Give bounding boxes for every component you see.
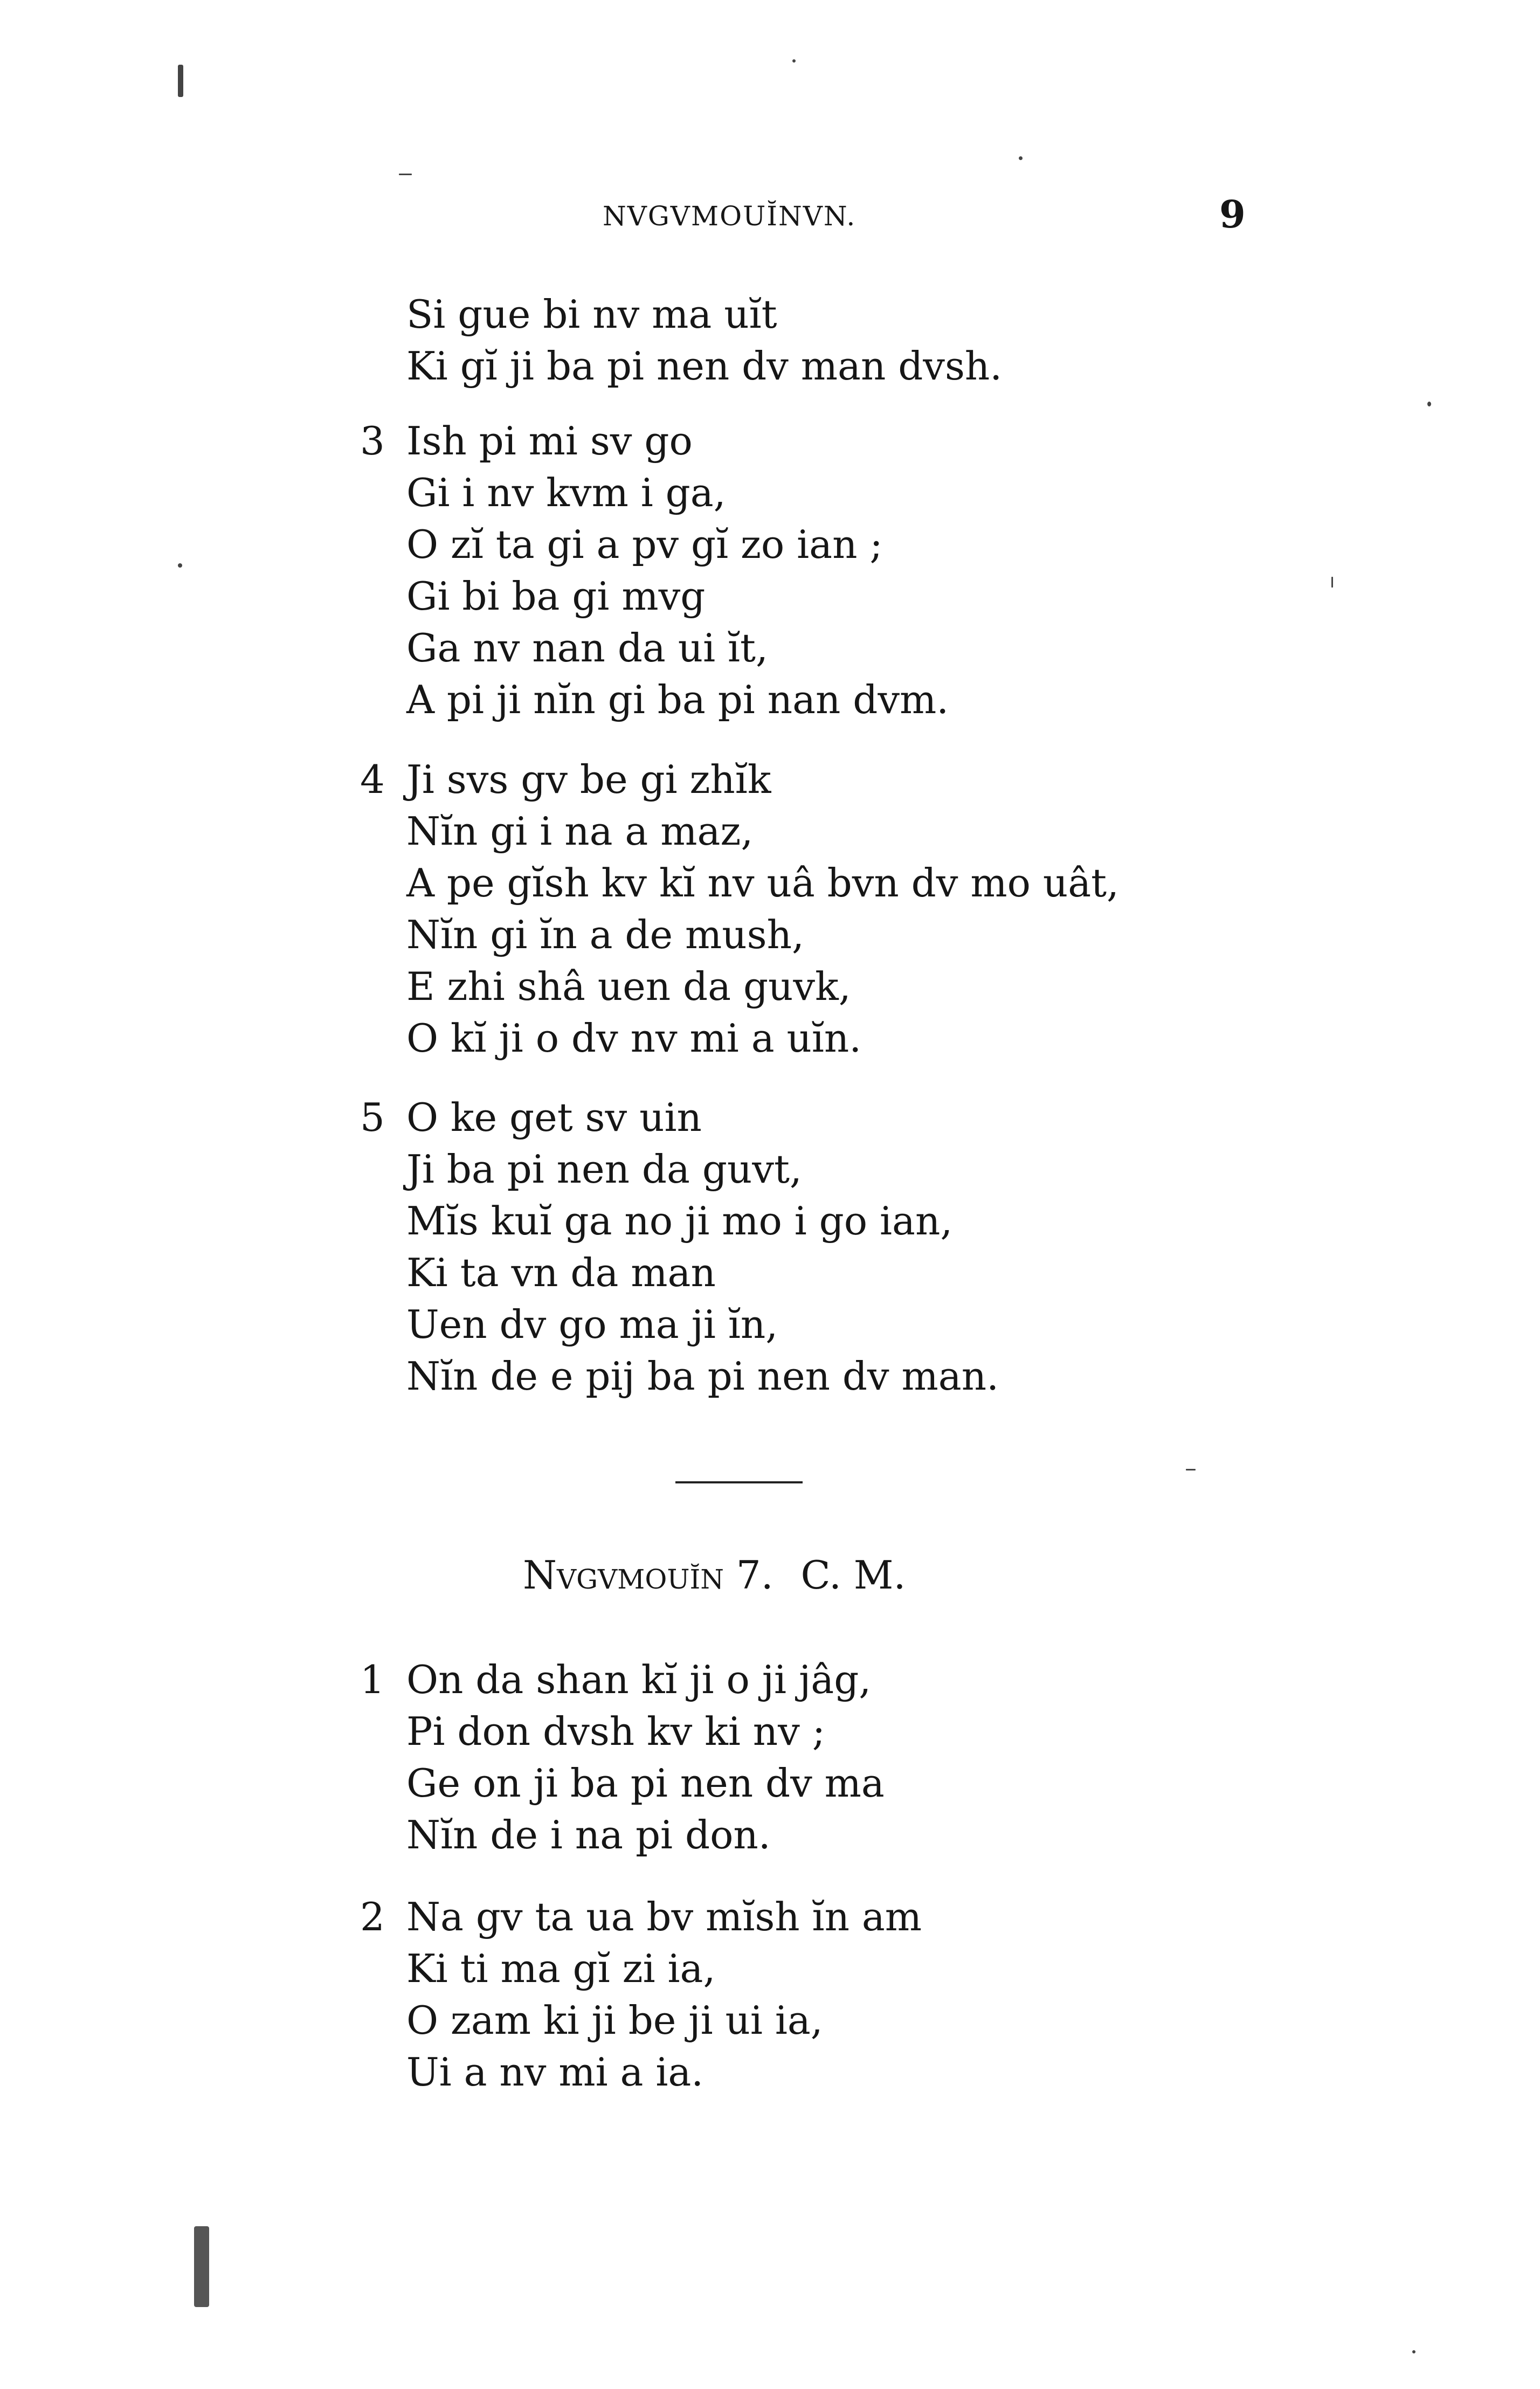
hymn-title-word: Nvgvmouĭn	[523, 1552, 724, 1598]
scan-speck	[1186, 1469, 1196, 1470]
verse-line: Si gue bi nv ma uĭt	[406, 292, 777, 337]
hymn-number: 7.	[736, 1552, 774, 1598]
verse-line: Ui a nv mi a ia.	[406, 2049, 704, 2095]
scan-speck	[1019, 156, 1023, 160]
verse-line: Nĭn gi ĭn a de mush,	[406, 912, 804, 957]
verse-line: Nĭn de i na pi don.	[406, 1812, 771, 1858]
running-head: NVGVMOUĬNVN.	[603, 201, 857, 232]
scan-speck	[194, 2226, 209, 2307]
verse-line: Ki ta vn da man	[406, 1250, 716, 1295]
scan-speck	[1331, 577, 1333, 588]
verse-line: Ge on ji ba pi nen dv ma	[406, 1760, 885, 1806]
scan-speck	[399, 174, 412, 175]
verse-line: Mĭs kuĭ ga no ji mo i go ian,	[406, 1198, 953, 1244]
verse-line: Ki ti ma gĭ zi ia,	[406, 1946, 716, 1991]
verse-line: Uen dv go ma ji ĭn,	[406, 1302, 778, 1347]
verse-line: O kĭ ji o dv nv mi a uĭn.	[406, 1016, 862, 1061]
section-divider	[675, 1481, 803, 1483]
hymn-meter: C. M.	[800, 1552, 906, 1598]
verse-line: Gi bi ba gi mvg	[406, 574, 706, 619]
verse-line: Ji svs gv be gi zhĭk	[406, 757, 771, 802]
verse-line: A pe gĭsh kv kĭ nv uâ bvn dv mo uât,	[406, 860, 1119, 906]
stanza-number: 3	[360, 418, 385, 464]
stanza-number: 5	[360, 1095, 385, 1140]
verse-line: On da shan kĭ ji o ji jâg,	[406, 1657, 872, 1702]
page-number: 9	[1219, 192, 1246, 237]
verse-line: Na gv ta ua bv mĭsh ĭn am	[406, 1894, 922, 1939]
scan-speck	[178, 563, 182, 568]
scan-speck	[178, 65, 183, 97]
stanza-number: 2	[360, 1894, 385, 1939]
verse-line: E zhi shâ uen da guvk,	[406, 964, 851, 1009]
verse-line: A pi ji nĭn gi ba pi nan dvm.	[406, 677, 949, 722]
scan-speck	[792, 59, 796, 63]
stanza-number: 1	[360, 1657, 385, 1702]
verse-line: O zĭ ta gi a pv gĭ zo ian ;	[406, 522, 883, 567]
verse-line: Ga nv nan da ui ĭt,	[406, 625, 768, 671]
scan-speck	[1427, 402, 1431, 406]
verse-line: Pi don dvsh kv ki nv ;	[406, 1709, 825, 1754]
verse-line: Gi i nv kvm i ga,	[406, 470, 726, 515]
verse-line: O ke get sv uin	[406, 1095, 702, 1140]
verse-line: Nĭn gi i na a maz,	[406, 809, 754, 854]
stanza-number: 4	[360, 757, 385, 802]
verse-line: Ish pi mi sv go	[406, 418, 693, 464]
verse-line: O zam ki ji be ji ui ia,	[406, 1998, 823, 2043]
verse-line: Ji ba pi nen da guvt,	[406, 1147, 802, 1192]
verse-line: Nĭn de e pij ba pi nen dv man.	[406, 1354, 999, 1399]
hymn-title	[523, 1552, 906, 1598]
verse-line: Ki gĭ ji ba pi nen dv man dvsh.	[406, 343, 1003, 389]
scan-speck	[1412, 2350, 1415, 2353]
